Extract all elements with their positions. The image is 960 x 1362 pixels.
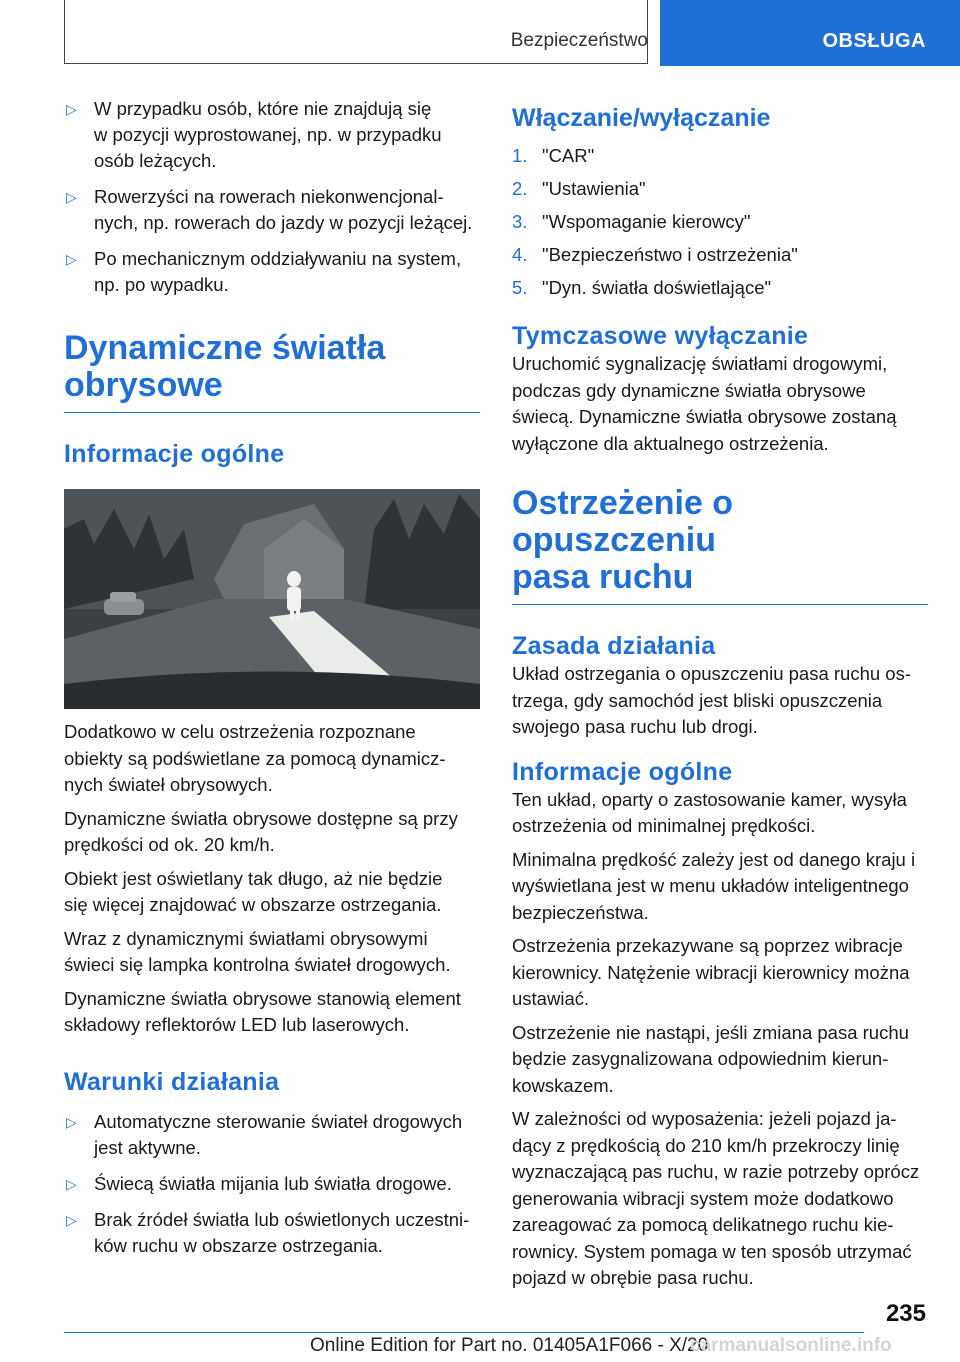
- page-header: [0, 0, 960, 66]
- paragraph: Dynamiczne światła obrysowe dostępne są przy prędkości od ok. 20 km/h.: [64, 807, 458, 855]
- triangle-right-icon: ▷: [66, 1113, 77, 1130]
- illustration-night-road-pedestrian: [64, 489, 480, 709]
- subheading-temporary-off: Tymczasowe wyłączanie: [512, 322, 809, 350]
- subheading-general-info-lane: Informacje ogólne: [512, 757, 733, 786]
- paragraph: Ostrzeżenie nie nastąpi, jeśli zmiana pasa ruchu będzie zasygnalizowana odpowiednim kierun- kowskazem.: [512, 1021, 909, 1096]
- watermark: carmanualsonline.info: [690, 1335, 892, 1356]
- list-item: ▷ Automatyczne sterowanie świateł drogowych jest aktywne.: [66, 1110, 463, 1158]
- left-column: [64, 96, 480, 1269]
- triangle-right-icon: ▷: [66, 1175, 77, 1192]
- bullet-list-conditions: [64, 1109, 480, 1259]
- list-item: 3. "Wspomaganie kierowcy": [512, 211, 751, 232]
- edition-text: Online Edition for Part no. 01405A1F066 - X/20: [310, 1335, 709, 1356]
- list-item: ▷ W przypadku osób, które nie znajdują się w pozycji wyprostowanej, np. w przypadku osób leżących.: [66, 98, 442, 171]
- paragraph: Ostrzeżenia przekazywane są poprzez wibracje kierownicy. Natężenie wibracji kierownicy można ustawiać.: [512, 935, 910, 1009]
- paragraph: Układ ostrzegania o opuszczeniu pasa ruchu os- trzega, gdy samochód jest bliski opuszczenia swojego pasa ruchu lub drogi.: [512, 663, 912, 737]
- subheading-principle: Zasada działania: [512, 632, 716, 660]
- triangle-right-icon: ▷: [66, 251, 77, 267]
- header-chapter-tab: [660, 0, 960, 66]
- right-column: [512, 96, 928, 1299]
- page-number: 235: [885, 1300, 926, 1327]
- footer-divider: [64, 1332, 864, 1333]
- list-item: 4. "Bezpieczeństwo i ostrzeżenia": [512, 244, 798, 265]
- list-item: ▷ Świecą światła mijania lub światła drogowe.: [64, 1171, 480, 1197]
- header-chapter-label: OBSŁUGA: [822, 30, 926, 52]
- subheading-general-info: Informacje ogólne: [64, 440, 285, 468]
- paragraph: Wraz z dynamicznymi światłami obrysowymi świeci się lampka kontrolna świateł drogowych.: [64, 927, 451, 975]
- triangle-right-icon: ▷: [66, 101, 77, 117]
- header-section-title: Bezpieczeństwo: [510, 30, 648, 51]
- list-item: 2. "Ustawienia": [512, 178, 646, 199]
- paragraph: Dodatkowo w celu ostrzeżenia rozpoznane obiekty są podświetlane za pomocą dynamicz- nych świateł obrysowych.: [64, 721, 446, 795]
- list-item: 1. "CAR": [512, 145, 595, 166]
- subheading-on-off: Włączanie/wyłączanie: [512, 104, 771, 132]
- paragraph: Ten układ, oparty o zastosowanie kamer, wysyła ostrzeżenia od minimalnej prędkości.: [512, 788, 907, 836]
- bullet-list-limits: [64, 96, 480, 298]
- paragraph: Obiekt jest oświetlany tak długo, aż nie będzie się więcej znajdować w obszarze ostrzegania.: [64, 867, 443, 915]
- triangle-right-icon: ▷: [66, 1211, 77, 1228]
- page-footer: [0, 1300, 960, 1362]
- list-item: ▷ Rowerzyści na rowerach niekonwencjonal- nych, np. rowerach do jazdy w pozycji leżącej.: [66, 186, 473, 233]
- paragraph: W zależności od wyposażenia: jeżeli pojazd ja- dący z prędkością do 210 km/h przekroczy linię wyznaczającą pas ruchu, w razie potrzeby oprócz generowania wibracji system może dodatkowo zareagować za pomocą delikatnego ruchu kie- rownicy. System pomaga w ten sposób utrzymać pojazd w obrębie pasa ruchu.: [512, 1108, 920, 1288]
- list-item: 5. "Dyn. światła doświetlające": [512, 277, 772, 298]
- section-heading-dynamic-lights: Dynamiczne światła obrysowe: [64, 330, 480, 413]
- paragraph: Minimalna prędkość zależy jest od danego kraju i wyświetlana jest w menu układów inteligentnego bezpieczeństwa.: [512, 848, 916, 923]
- paragraph: Uruchomić sygnalizację światłami drogowymi, podczas gdy dynamiczne światła obrysowe świecą. Dynamiczne światła obrysowe zostaną wyłączone dla aktualnego ostrzeżenia.: [512, 353, 897, 454]
- triangle-right-icon: ▷: [66, 189, 77, 205]
- steps-list: [512, 143, 928, 301]
- list-item: ▷ Brak źródeł światła lub oświetlonych uczestni- ków ruchu w obszarze ostrzegania.: [66, 1208, 470, 1256]
- list-item: ▷ Po mechanicznym oddziaływaniu na system, np. po wypadku.: [66, 248, 462, 295]
- section-heading-lane-departure: Ostrzeżenie o opuszczeniu pasa ruchu: [512, 485, 928, 605]
- subheading-conditions: Warunki działania: [64, 1067, 280, 1096]
- paragraph: Dynamiczne światła obrysowe stanowią element składowy reflektorów LED lub laserowych.: [64, 987, 461, 1035]
